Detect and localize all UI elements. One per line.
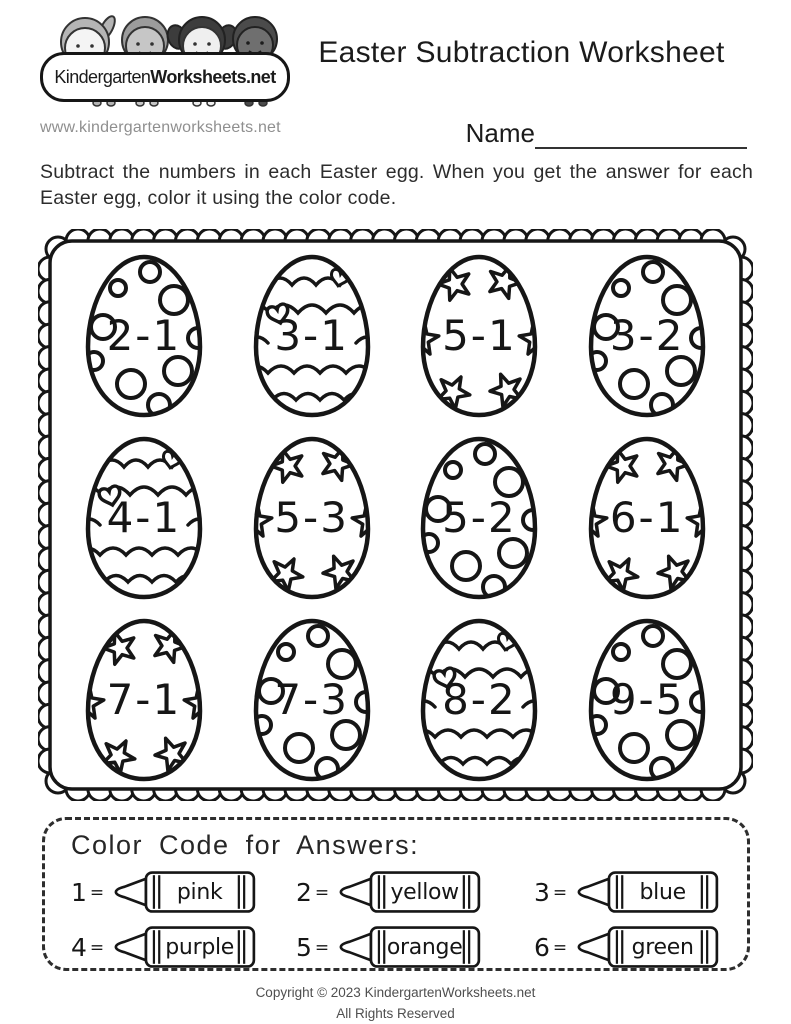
instructions-text: Subtract the numbers in each Easter egg. When you get the answer for each Easter egg, color it using the color code.: [40, 161, 753, 209]
color-code-grid: [71, 869, 737, 970]
color-code-item: [296, 869, 534, 915]
crayon-icon: [108, 924, 260, 970]
subtraction-problem: 2-1: [106, 310, 182, 360]
color-code-heading: Color Code for Answers:: [71, 830, 420, 861]
page-title: Easter Subtraction Worksheet: [318, 36, 725, 69]
subtraction-problem: 6-1: [609, 492, 685, 542]
logo-wordmark: [40, 52, 290, 102]
crayon-icon: [108, 869, 260, 915]
subtraction-problem: 3-1: [274, 310, 349, 360]
easter-egg: [409, 615, 549, 785]
crayon-color-label: pink: [176, 879, 223, 905]
equals-sign: =: [552, 883, 568, 904]
name-row: [296, 118, 747, 149]
rights-text: All Rights Reserved: [336, 1005, 455, 1021]
crayon-icon: [333, 924, 485, 970]
crayon-color-label: yellow: [390, 879, 459, 905]
color-code-panel: [42, 817, 750, 971]
color-code-item: [71, 924, 296, 970]
equals-sign: =: [314, 883, 330, 904]
easter-egg: [409, 251, 549, 421]
subtraction-problem: 3-2: [609, 310, 685, 360]
copyright-text: Copyright © 2023 KindergartenWorksheets.net: [255, 985, 536, 1001]
header-right: [296, 12, 791, 146]
subtraction-problem: 7-1: [106, 674, 182, 724]
crayon-color-label: green: [631, 934, 694, 960]
color-code-item: [534, 869, 749, 915]
subtraction-problem: 5-1: [442, 310, 517, 360]
easter-egg: [577, 433, 717, 603]
egg-grid: [60, 245, 731, 791]
crayon-icon: [333, 869, 485, 915]
logo-brand-regular: Kindergarten: [54, 66, 151, 87]
crayon-icon: [571, 924, 723, 970]
crayon-color-label: blue: [639, 879, 686, 905]
answer-number: 1: [71, 877, 87, 907]
answer-number: 4: [71, 932, 87, 962]
easter-egg: [74, 251, 214, 421]
equals-sign: =: [552, 938, 568, 959]
equals-sign: =: [89, 883, 105, 904]
easter-egg: [74, 615, 214, 785]
easter-egg: [242, 615, 382, 785]
header: [0, 12, 791, 146]
easter-egg: [577, 251, 717, 421]
kindergartenworksheets-logo: [40, 12, 290, 110]
crayon-color-label: purple: [165, 934, 235, 960]
website-url: www.kindergartenworksheets.net: [40, 119, 281, 136]
subtraction-problem: 8-2: [442, 674, 517, 724]
subtraction-problem: 5-3: [274, 492, 349, 542]
crayon-color-label: orange: [386, 934, 463, 960]
color-code-item: [534, 924, 749, 970]
answer-number: 3: [534, 877, 550, 907]
easter-egg: [74, 433, 214, 603]
easter-egg: [242, 433, 382, 603]
logo-block: [40, 12, 296, 146]
subtraction-problem: 7-3: [274, 674, 349, 724]
logo-brand-bold: Worksheets.net: [150, 66, 276, 87]
color-code-item: [71, 869, 296, 915]
equals-sign: =: [89, 938, 105, 959]
easter-egg: [577, 615, 717, 785]
subtraction-problem: 4-1: [106, 492, 182, 542]
name-label: Name: [465, 118, 535, 148]
answer-number: 6: [534, 932, 550, 962]
subtraction-problem: 9-5: [609, 674, 685, 724]
footer: [0, 983, 791, 1024]
answer-number: 5: [296, 932, 312, 962]
egg-puzzle-panel: [38, 229, 753, 801]
answer-number: 2: [296, 877, 312, 907]
easter-egg: [242, 251, 382, 421]
color-code-item: [296, 924, 534, 970]
easter-egg: [409, 433, 549, 603]
equals-sign: =: [314, 938, 330, 959]
name-blank-line: [535, 123, 747, 149]
crayon-icon: [571, 869, 723, 915]
subtraction-problem: 5-2: [442, 492, 517, 542]
